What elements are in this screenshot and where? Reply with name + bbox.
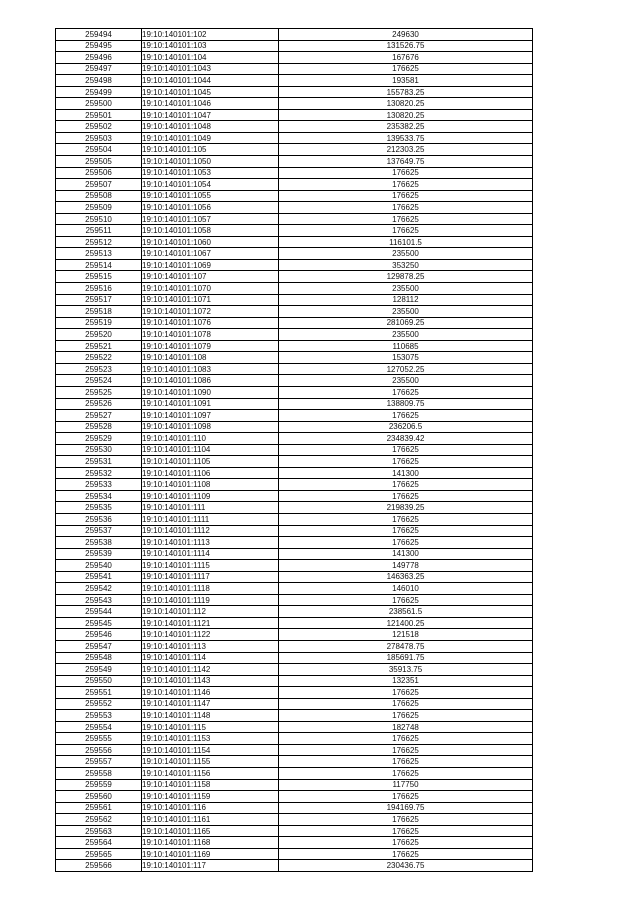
cadastral-code-cell: 19:10:140101:1142 xyxy=(142,664,279,676)
cadastral-code-cell: 19:10:140101:1067 xyxy=(142,248,279,260)
cadastral-code-cell: 19:10:140101:1143 xyxy=(142,675,279,687)
cadastral-code-cell: 19:10:140101:1109 xyxy=(142,490,279,502)
row-id-cell: 259507 xyxy=(56,179,142,191)
value-cell: 176625 xyxy=(279,791,533,803)
value-cell: 139533.75 xyxy=(279,132,533,144)
cadastral-code-cell: 19:10:140101:1090 xyxy=(142,386,279,398)
data-table xyxy=(55,28,533,872)
cadastral-code-cell: 19:10:140101:1055 xyxy=(142,190,279,202)
table-row xyxy=(56,606,533,618)
row-id-cell: 259541 xyxy=(56,571,142,583)
cadastral-code-cell: 19:10:140101:1046 xyxy=(142,98,279,110)
row-id-cell: 259538 xyxy=(56,537,142,549)
table-row xyxy=(56,513,533,525)
cadastral-code-cell: 19:10:140101:1112 xyxy=(142,525,279,537)
cadastral-code-cell: 19:10:140101:1165 xyxy=(142,825,279,837)
row-id-cell: 259531 xyxy=(56,456,142,468)
table-row xyxy=(56,340,533,352)
cadastral-code-cell: 19:10:140101:107 xyxy=(142,271,279,283)
table-row xyxy=(56,791,533,803)
table-row xyxy=(56,860,533,872)
row-id-cell: 259530 xyxy=(56,444,142,456)
cadastral-code-cell: 19:10:140101:112 xyxy=(142,606,279,618)
table-row xyxy=(56,583,533,595)
cadastral-code-cell: 19:10:140101:1111 xyxy=(142,513,279,525)
row-id-cell: 259546 xyxy=(56,629,142,641)
value-cell: 235500 xyxy=(279,283,533,295)
value-cell: 132351 xyxy=(279,675,533,687)
table-row xyxy=(56,444,533,456)
row-id-cell: 259552 xyxy=(56,698,142,710)
row-id-cell: 259521 xyxy=(56,340,142,352)
value-cell: 176625 xyxy=(279,848,533,860)
table-row xyxy=(56,640,533,652)
value-cell: 176625 xyxy=(279,594,533,606)
cadastral-code-cell: 19:10:140101:1119 xyxy=(142,594,279,606)
cadastral-code-cell: 19:10:140101:1057 xyxy=(142,213,279,225)
cadastral-code-cell: 19:10:140101:1117 xyxy=(142,571,279,583)
row-id-cell: 259506 xyxy=(56,167,142,179)
value-cell: 176625 xyxy=(279,167,533,179)
table-row xyxy=(56,109,533,121)
row-id-cell: 259555 xyxy=(56,733,142,745)
cadastral-code-cell: 19:10:140101:1076 xyxy=(142,317,279,329)
cadastral-code-cell: 19:10:140101:1047 xyxy=(142,109,279,121)
row-id-cell: 259528 xyxy=(56,421,142,433)
row-id-cell: 259536 xyxy=(56,513,142,525)
row-id-cell: 259514 xyxy=(56,259,142,271)
row-id-cell: 259537 xyxy=(56,525,142,537)
value-cell: 234839.42 xyxy=(279,433,533,445)
cadastral-code-cell: 19:10:140101:102 xyxy=(142,29,279,41)
table-row xyxy=(56,29,533,41)
value-cell: 176625 xyxy=(279,768,533,780)
table-row xyxy=(56,537,533,549)
cadastral-code-cell: 19:10:140101:1070 xyxy=(142,283,279,295)
row-id-cell: 259550 xyxy=(56,675,142,687)
value-cell: 236206.5 xyxy=(279,421,533,433)
value-cell: 249630 xyxy=(279,29,533,41)
cadastral-code-cell: 19:10:140101:116 xyxy=(142,802,279,814)
table-row xyxy=(56,664,533,676)
value-cell: 235500 xyxy=(279,248,533,260)
row-id-cell: 259517 xyxy=(56,294,142,306)
cadastral-code-cell: 19:10:140101:1098 xyxy=(142,421,279,433)
row-id-cell: 259523 xyxy=(56,363,142,375)
table-row xyxy=(56,710,533,722)
cadastral-code-cell: 19:10:140101:108 xyxy=(142,352,279,364)
value-cell: 235382.25 xyxy=(279,121,533,133)
cadastral-code-cell: 19:10:140101:1108 xyxy=(142,479,279,491)
row-id-cell: 259565 xyxy=(56,848,142,860)
cadastral-code-cell: 19:10:140101:1159 xyxy=(142,791,279,803)
table-row xyxy=(56,490,533,502)
table-row xyxy=(56,594,533,606)
row-id-cell: 259505 xyxy=(56,156,142,168)
row-id-cell: 259527 xyxy=(56,410,142,422)
row-id-cell: 259547 xyxy=(56,640,142,652)
value-cell: 155783.25 xyxy=(279,86,533,98)
row-id-cell: 259496 xyxy=(56,52,142,64)
table-row xyxy=(56,629,533,641)
table-row xyxy=(56,617,533,629)
cadastral-code-cell: 19:10:140101:1115 xyxy=(142,560,279,572)
value-cell: 176625 xyxy=(279,190,533,202)
cadastral-code-cell: 19:10:140101:1097 xyxy=(142,410,279,422)
table-row xyxy=(56,259,533,271)
table-row xyxy=(56,467,533,479)
cadastral-code-cell: 19:10:140101:1083 xyxy=(142,363,279,375)
table-row xyxy=(56,837,533,849)
row-id-cell: 259526 xyxy=(56,398,142,410)
row-id-cell: 259561 xyxy=(56,802,142,814)
cadastral-code-cell: 19:10:140101:1056 xyxy=(142,202,279,214)
row-id-cell: 259545 xyxy=(56,617,142,629)
table-row xyxy=(56,560,533,572)
table-row xyxy=(56,802,533,814)
value-cell: 131526.75 xyxy=(279,40,533,52)
row-id-cell: 259554 xyxy=(56,721,142,733)
table-row xyxy=(56,698,533,710)
value-cell: 153075 xyxy=(279,352,533,364)
value-cell: 238561.5 xyxy=(279,606,533,618)
value-cell: 230436.75 xyxy=(279,860,533,872)
table-row xyxy=(56,317,533,329)
table-row xyxy=(56,352,533,364)
value-cell: 278478.75 xyxy=(279,640,533,652)
row-id-cell: 259524 xyxy=(56,375,142,387)
table-row xyxy=(56,779,533,791)
value-cell: 193581 xyxy=(279,75,533,87)
value-cell: 176625 xyxy=(279,733,533,745)
row-id-cell: 259564 xyxy=(56,837,142,849)
value-cell: 176625 xyxy=(279,525,533,537)
value-cell: 116101.5 xyxy=(279,236,533,248)
cadastral-code-cell: 19:10:140101:1156 xyxy=(142,768,279,780)
table-row xyxy=(56,768,533,780)
value-cell: 353250 xyxy=(279,259,533,271)
cadastral-code-cell: 19:10:140101:1091 xyxy=(142,398,279,410)
table-row xyxy=(56,571,533,583)
table-row xyxy=(56,479,533,491)
table-row xyxy=(56,675,533,687)
cadastral-code-cell: 19:10:140101:1060 xyxy=(142,236,279,248)
document-page xyxy=(55,28,531,872)
table-row xyxy=(56,271,533,283)
value-cell: 176625 xyxy=(279,490,533,502)
cadastral-code-cell: 19:10:140101:1054 xyxy=(142,179,279,191)
row-id-cell: 259548 xyxy=(56,652,142,664)
cadastral-code-cell: 19:10:140101:1050 xyxy=(142,156,279,168)
table-row xyxy=(56,294,533,306)
row-id-cell: 259513 xyxy=(56,248,142,260)
table-row xyxy=(56,652,533,664)
cadastral-code-cell: 19:10:140101:1146 xyxy=(142,687,279,699)
cadastral-code-cell: 19:10:140101:105 xyxy=(142,144,279,156)
table-row xyxy=(56,687,533,699)
table-row xyxy=(56,398,533,410)
table-row xyxy=(56,363,533,375)
cadastral-code-cell: 19:10:140101:1158 xyxy=(142,779,279,791)
cadastral-code-cell: 19:10:140101:1106 xyxy=(142,467,279,479)
row-id-cell: 259516 xyxy=(56,283,142,295)
value-cell: 219839.25 xyxy=(279,502,533,514)
row-id-cell: 259543 xyxy=(56,594,142,606)
row-id-cell: 259540 xyxy=(56,560,142,572)
table-row xyxy=(56,825,533,837)
value-cell: 185691.75 xyxy=(279,652,533,664)
table-row xyxy=(56,329,533,341)
table-row xyxy=(56,375,533,387)
cadastral-code-cell: 19:10:140101:1104 xyxy=(142,444,279,456)
table-row xyxy=(56,167,533,179)
value-cell: 176625 xyxy=(279,837,533,849)
value-cell: 176625 xyxy=(279,698,533,710)
table-row xyxy=(56,721,533,733)
value-cell: 117750 xyxy=(279,779,533,791)
table-row xyxy=(56,386,533,398)
row-id-cell: 259560 xyxy=(56,791,142,803)
cadastral-code-cell: 19:10:140101:1072 xyxy=(142,306,279,318)
value-cell: 281069.25 xyxy=(279,317,533,329)
row-id-cell: 259504 xyxy=(56,144,142,156)
value-cell: 176625 xyxy=(279,444,533,456)
value-cell: 110685 xyxy=(279,340,533,352)
cadastral-code-cell: 19:10:140101:1086 xyxy=(142,375,279,387)
value-cell: 146363.25 xyxy=(279,571,533,583)
value-cell: 137649.75 xyxy=(279,156,533,168)
value-cell: 176625 xyxy=(279,513,533,525)
value-cell: 212303.25 xyxy=(279,144,533,156)
table-row xyxy=(56,225,533,237)
value-cell: 149778 xyxy=(279,560,533,572)
value-cell: 194169.75 xyxy=(279,802,533,814)
row-id-cell: 259551 xyxy=(56,687,142,699)
row-id-cell: 259509 xyxy=(56,202,142,214)
table-row xyxy=(56,421,533,433)
row-id-cell: 259532 xyxy=(56,467,142,479)
cadastral-code-cell: 19:10:140101:1113 xyxy=(142,537,279,549)
table-row xyxy=(56,502,533,514)
table-body xyxy=(56,29,533,872)
row-id-cell: 259566 xyxy=(56,860,142,872)
value-cell: 141300 xyxy=(279,467,533,479)
row-id-cell: 259511 xyxy=(56,225,142,237)
row-id-cell: 259518 xyxy=(56,306,142,318)
value-cell: 129878.25 xyxy=(279,271,533,283)
table-row xyxy=(56,63,533,75)
value-cell: 176625 xyxy=(279,386,533,398)
row-id-cell: 259502 xyxy=(56,121,142,133)
cadastral-code-cell: 19:10:140101:104 xyxy=(142,52,279,64)
table-row xyxy=(56,283,533,295)
row-id-cell: 259510 xyxy=(56,213,142,225)
table-row xyxy=(56,733,533,745)
cadastral-code-cell: 19:10:140101:1071 xyxy=(142,294,279,306)
table-row xyxy=(56,132,533,144)
value-cell: 176625 xyxy=(279,756,533,768)
row-id-cell: 259501 xyxy=(56,109,142,121)
table-row xyxy=(56,744,533,756)
value-cell: 176625 xyxy=(279,710,533,722)
value-cell: 121518 xyxy=(279,629,533,641)
row-id-cell: 259529 xyxy=(56,433,142,445)
row-id-cell: 259495 xyxy=(56,40,142,52)
table-row xyxy=(56,213,533,225)
value-cell: 176625 xyxy=(279,213,533,225)
cadastral-code-cell: 19:10:140101:1154 xyxy=(142,744,279,756)
row-id-cell: 259563 xyxy=(56,825,142,837)
value-cell: 121400.25 xyxy=(279,617,533,629)
row-id-cell: 259549 xyxy=(56,664,142,676)
row-id-cell: 259519 xyxy=(56,317,142,329)
row-id-cell: 259500 xyxy=(56,98,142,110)
cadastral-code-cell: 19:10:140101:1079 xyxy=(142,340,279,352)
table-row xyxy=(56,848,533,860)
cadastral-code-cell: 19:10:140101:114 xyxy=(142,652,279,664)
cadastral-code-cell: 19:10:140101:1069 xyxy=(142,259,279,271)
row-id-cell: 259539 xyxy=(56,548,142,560)
cadastral-code-cell: 19:10:140101:1147 xyxy=(142,698,279,710)
row-id-cell: 259557 xyxy=(56,756,142,768)
row-id-cell: 259542 xyxy=(56,583,142,595)
value-cell: 138809.75 xyxy=(279,398,533,410)
cadastral-code-cell: 19:10:140101:1168 xyxy=(142,837,279,849)
value-cell: 176625 xyxy=(279,410,533,422)
row-id-cell: 259494 xyxy=(56,29,142,41)
value-cell: 176625 xyxy=(279,179,533,191)
row-id-cell: 259498 xyxy=(56,75,142,87)
cadastral-code-cell: 19:10:140101:1153 xyxy=(142,733,279,745)
cadastral-code-cell: 19:10:140101:1155 xyxy=(142,756,279,768)
value-cell: 176625 xyxy=(279,537,533,549)
table-row xyxy=(56,98,533,110)
value-cell: 176625 xyxy=(279,687,533,699)
cadastral-code-cell: 19:10:140101:1044 xyxy=(142,75,279,87)
cadastral-code-cell: 19:10:140101:1048 xyxy=(142,121,279,133)
value-cell: 146010 xyxy=(279,583,533,595)
table-row xyxy=(56,248,533,260)
table-row xyxy=(56,202,533,214)
value-cell: 128112 xyxy=(279,294,533,306)
cadastral-code-cell: 19:10:140101:1049 xyxy=(142,132,279,144)
table-row xyxy=(56,40,533,52)
row-id-cell: 259556 xyxy=(56,744,142,756)
value-cell: 130820.25 xyxy=(279,109,533,121)
row-id-cell: 259499 xyxy=(56,86,142,98)
row-id-cell: 259553 xyxy=(56,710,142,722)
row-id-cell: 259525 xyxy=(56,386,142,398)
row-id-cell: 259512 xyxy=(56,236,142,248)
table-row xyxy=(56,410,533,422)
value-cell: 235500 xyxy=(279,329,533,341)
cadastral-code-cell: 19:10:140101:1078 xyxy=(142,329,279,341)
value-cell: 235500 xyxy=(279,375,533,387)
cadastral-code-cell: 19:10:140101:103 xyxy=(142,40,279,52)
cadastral-code-cell: 19:10:140101:117 xyxy=(142,860,279,872)
table-row xyxy=(56,144,533,156)
value-cell: 176625 xyxy=(279,825,533,837)
cadastral-code-cell: 19:10:140101:1045 xyxy=(142,86,279,98)
value-cell: 176625 xyxy=(279,744,533,756)
row-id-cell: 259533 xyxy=(56,479,142,491)
row-id-cell: 259535 xyxy=(56,502,142,514)
cadastral-code-cell: 19:10:140101:1105 xyxy=(142,456,279,468)
row-id-cell: 259497 xyxy=(56,63,142,75)
value-cell: 127052.25 xyxy=(279,363,533,375)
value-cell: 182748 xyxy=(279,721,533,733)
table-row xyxy=(56,190,533,202)
cadastral-code-cell: 19:10:140101:1043 xyxy=(142,63,279,75)
row-id-cell: 259520 xyxy=(56,329,142,341)
cadastral-code-cell: 19:10:140101:111 xyxy=(142,502,279,514)
row-id-cell: 259558 xyxy=(56,768,142,780)
row-id-cell: 259534 xyxy=(56,490,142,502)
table-row xyxy=(56,236,533,248)
cadastral-code-cell: 19:10:140101:1118 xyxy=(142,583,279,595)
value-cell: 141300 xyxy=(279,548,533,560)
table-row xyxy=(56,52,533,64)
cadastral-code-cell: 19:10:140101:1058 xyxy=(142,225,279,237)
table-row xyxy=(56,75,533,87)
cadastral-code-cell: 19:10:140101:1121 xyxy=(142,617,279,629)
row-id-cell: 259562 xyxy=(56,814,142,826)
value-cell: 176625 xyxy=(279,63,533,75)
cadastral-code-cell: 19:10:140101:1148 xyxy=(142,710,279,722)
cadastral-code-cell: 19:10:140101:113 xyxy=(142,640,279,652)
cadastral-code-cell: 19:10:140101:1122 xyxy=(142,629,279,641)
cadastral-code-cell: 19:10:140101:110 xyxy=(142,433,279,445)
table-row xyxy=(56,814,533,826)
row-id-cell: 259508 xyxy=(56,190,142,202)
table-row xyxy=(56,548,533,560)
cadastral-code-cell: 19:10:140101:1169 xyxy=(142,848,279,860)
cadastral-code-cell: 19:10:140101:115 xyxy=(142,721,279,733)
value-cell: 235500 xyxy=(279,306,533,318)
table-row xyxy=(56,433,533,445)
cadastral-code-cell: 19:10:140101:1114 xyxy=(142,548,279,560)
table-row xyxy=(56,86,533,98)
table-row xyxy=(56,121,533,133)
value-cell: 176625 xyxy=(279,456,533,468)
table-row xyxy=(56,306,533,318)
cadastral-code-cell: 19:10:140101:1053 xyxy=(142,167,279,179)
value-cell: 167676 xyxy=(279,52,533,64)
value-cell: 176625 xyxy=(279,225,533,237)
value-cell: 130820.25 xyxy=(279,98,533,110)
table-row xyxy=(56,456,533,468)
row-id-cell: 259559 xyxy=(56,779,142,791)
value-cell: 176625 xyxy=(279,202,533,214)
row-id-cell: 259544 xyxy=(56,606,142,618)
table-row xyxy=(56,525,533,537)
cadastral-code-cell: 19:10:140101:1161 xyxy=(142,814,279,826)
row-id-cell: 259515 xyxy=(56,271,142,283)
row-id-cell: 259522 xyxy=(56,352,142,364)
value-cell: 176625 xyxy=(279,479,533,491)
value-cell: 35913.75 xyxy=(279,664,533,676)
table-row xyxy=(56,756,533,768)
table-row xyxy=(56,179,533,191)
row-id-cell: 259503 xyxy=(56,132,142,144)
value-cell: 176625 xyxy=(279,814,533,826)
table-row xyxy=(56,156,533,168)
